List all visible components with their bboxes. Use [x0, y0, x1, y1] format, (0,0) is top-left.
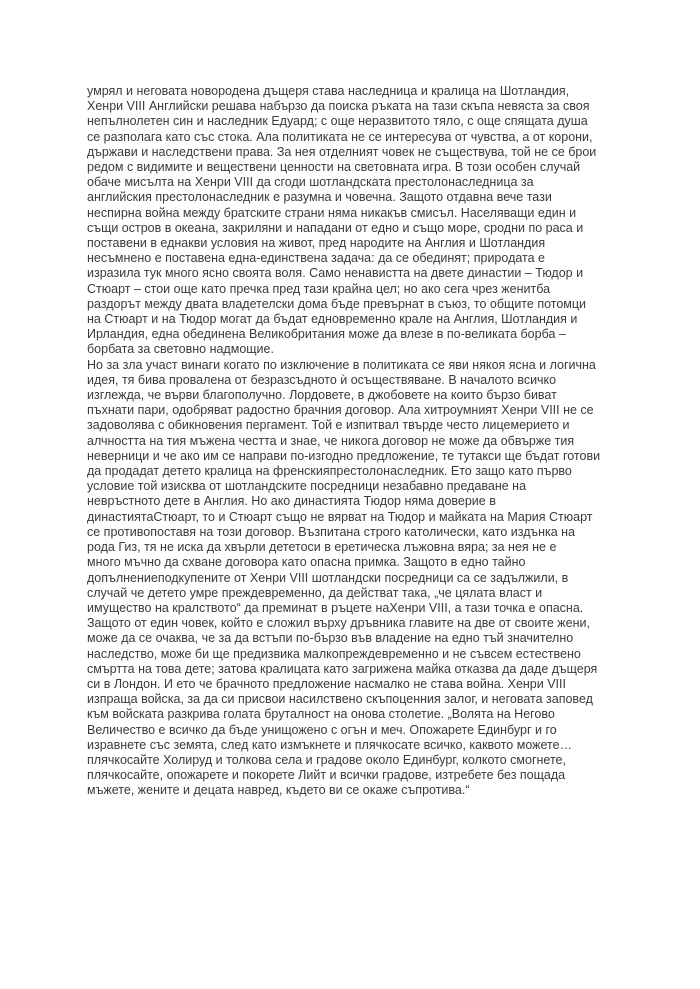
text-line: неспирна война между братските страни няма никакъв смисъл. Населяващи един и — [87, 205, 577, 220]
text-line: Величество е всичко да бъде унищожено с огън и меч. Опожарете Единбург и го — [87, 722, 557, 737]
text-line: плячкосайте, опожарете и покорете Лийт и всички градове, изтребете без пощада — [87, 768, 566, 783]
text-line: неверници и че ако им се направи по-изгодно предложение, те тутакси ще бъдат готови — [87, 448, 601, 463]
text-line: борбата за световно надмощие. — [87, 342, 274, 357]
text-line: наследство, може би ще предизвика малкопреждевременно и не съвсем естествено — [87, 646, 581, 661]
text-line: династиятаСтюарт, то и Стюарт също не вярват на Тюдор и майката на Мария Стюарт — [87, 509, 593, 524]
text-line: английския престолонаследник е разумна и човечна. Защото отдавна вече тази — [87, 190, 552, 205]
text-line: държави и наследствени права. За нея отделният човек не съществува, той не се брои — [87, 144, 597, 159]
text-line: изразила тук много ясно своята воля. Само ненавистта на двете династии – Тюдор и — [87, 266, 584, 281]
text-line: рода Гиз, тя не иска да хвърли дететоси в еретическа лъжовна вяра; за нея не е — [87, 540, 557, 555]
text-line: си в Лондон. И ето че брачното предложение насмалко не става война. Хенри VIII — [87, 676, 566, 691]
text-line: към войската разкрива голата бруталност на онова столетие. „Волята на Негово — [87, 707, 555, 722]
text-line: същи остров в океана, закриляни и нападани от едно и също море, сродни по раса и — [87, 220, 584, 235]
body-text — [87, 84, 627, 799]
text-line: пъхнати пари, одобряват радостно брачния договор. Ала хитроумният Хенри VIII не се — [87, 403, 594, 418]
text-line: плячкосайте Холируд и толкова села и градове около Единбург, колкото смогнете, — [87, 752, 566, 767]
text-line: умрял и неговата новородена дъщеря става наследница и кралица на Шотландия, — [87, 84, 570, 98]
text-line: на Стюарт и на Тюдор могат да бъдат едновременно крале на Англия, Шотландия и — [87, 312, 578, 327]
text-line: задоволява с обикновения пергамент. Той е изпитвал твърде често лицемерието и — [87, 418, 570, 433]
text-line: раздорът между двата владетелски дома бъде превърнат в съюз, то общите потомци — [87, 296, 587, 311]
text-line: да продадат детето кралица на френскияпрестолонаследник. Ето защо като първо — [87, 464, 572, 479]
text-line: Ирландия, една обединена Великобритания може да влезе в по-великата борба – — [87, 327, 566, 342]
text-line: имущество на кралството“ да преминат в ръцете наХенри VIII, а тази точка е опасна. — [87, 600, 584, 615]
text-line: Стюарт – стои още като пречка пред тази крайна цел; но ако сега чрез женитба — [87, 281, 551, 296]
text-line: алчността на тия мъжена честта и знае, че никога договор не може да обвърже тия — [87, 433, 575, 448]
text-line: изпраща войска, за да си присвои насилствено скъпоценния залог, и неговата заповед — [87, 692, 593, 707]
text-line: много мъчно да схване договора като опасна примка. Защото в едно тайно — [87, 555, 526, 570]
text-line: Но за зла участ винаги когато по изключение в политиката се яви някоя ясна и логична — [87, 357, 596, 372]
text-line: невръстното дете в Англия. Но ако династията Тюдор няма доверие в — [87, 494, 496, 509]
text-line: обаче мисълта на Хенри VIII да сгоди шотландската престолонаследница за — [87, 175, 534, 190]
text-line: Хенри VIII Английски решава набързо да поиска ръката на тази скъпа невяста за своя — [87, 99, 590, 114]
text-line: мъжете, жените и децата навред, където ви се окаже съпротива.“ — [87, 783, 470, 798]
text-line: допълнениеподкупените от Хенри VIII шотландски посредници са се задължили, в — [87, 570, 569, 585]
text-line: редом с видимите и веществени ценности на световната игра. В този особен случай — [87, 160, 581, 175]
text-line: случай че детето умре преждевременно, да действат така, „че цялата власт и — [87, 585, 543, 600]
text-line: изравнете със земята, след като измъкнете и плячкосате всичко, каквото можете… — [87, 737, 573, 752]
text-line: идея, тя бива провалена от безразсъдното ѝ осъществяване. В началото всичко — [87, 372, 557, 387]
text-line: изглежда, че върви благополучно. Лордовете, в джобовете на които бързо биват — [87, 388, 557, 403]
text-line: се противопоставя на този договор. Възпитана строго католически, като издънка на — [87, 524, 576, 539]
text-line: поставени в еднакви условия на живот, пред народите на Англия и Шотландия — [87, 236, 546, 251]
text-line: Защото от един човек, който е сложил върху дръвника главите на две от своите жени, — [87, 616, 590, 631]
text-line: непълнолетен син и наследник Едуард; с още неразвитото тяло, с още спящата душа — [87, 114, 588, 129]
text-line: може да се очаква, че за да встъпи по-бързо във владение на едно тъй значително — [87, 631, 574, 646]
text-line: смъртта на това дете; затова кралицата като загрижена майка отказва да даде дъщеря — [87, 661, 598, 676]
text-line: несъмнено е поставена една-единствена задача: да се обединят; природата е — [87, 251, 545, 266]
text-line: се разполага като със стока. Ала политиката не се интересува от чувства, а от корони, — [87, 129, 593, 144]
text-line: условие той изисква от шотландските посредници незабавно предаване на — [87, 479, 527, 494]
